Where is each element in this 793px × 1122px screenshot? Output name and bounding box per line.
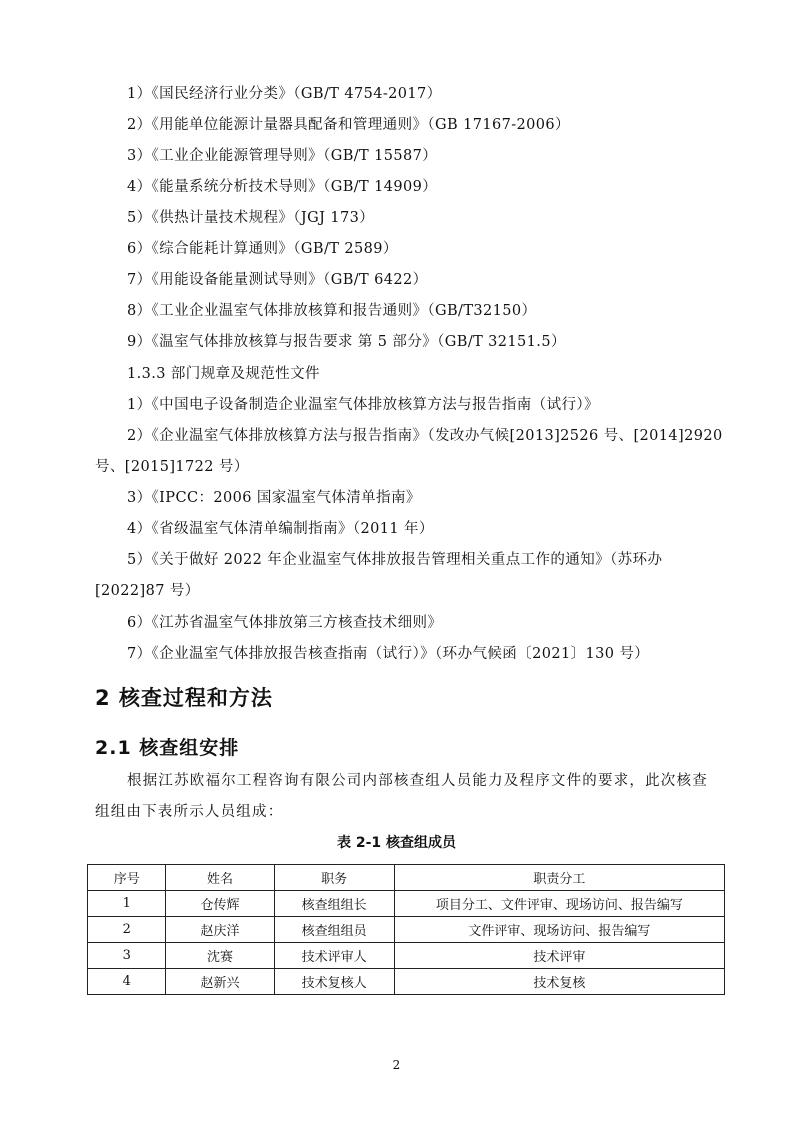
cell-duties: 文件评审、现场访问、报告编写: [394, 917, 724, 943]
regulation-item-2: 2）《企业温室气体排放核算方法与报告指南》（发改办气候[2013]2526 号、[2014]2920: [127, 428, 723, 444]
cell-position: 核查组组员: [274, 917, 394, 943]
cell-duties: 项目分工、文件评审、现场访问、报告编写: [394, 891, 724, 917]
regulation-item-1: 1）《中国电子设备制造企业温室气体排放核算方法与报告指南（试行）》: [127, 397, 599, 413]
intro-paragraph-line-2: 组组由下表所示人员组成：: [95, 804, 284, 820]
reference-item-1: 1）《国民经济行业分类》（GB/T 4754-2017）: [127, 86, 442, 102]
reference-item-2: 2）《用能单位能源计量器具配备和管理通则》（GB 17167-2006）: [127, 117, 570, 133]
column-header-position: 职务: [274, 865, 394, 891]
table-header-row: [88, 865, 725, 891]
cell-duties: 技术评审: [394, 943, 724, 969]
cell-position: 核查组组长: [274, 891, 394, 917]
cell-index: 4: [88, 969, 166, 995]
reference-item-9: 9）《温室气体排放核算与报告要求 第 5 部分》（GB/T 32151.5）: [127, 334, 566, 350]
cell-name: 赵庆洋: [166, 917, 274, 943]
subsection-heading: 1.3.3 部门规章及规范性文件: [127, 366, 320, 382]
cell-position: 技术复核人: [274, 969, 394, 995]
reference-item-8: 8）《工业企业温室气体排放核算和报告通则》（GB/T32150）: [127, 303, 537, 319]
intro-paragraph-line-1: 根据江苏欧福尔工程咨询有限公司内部核查组人员能力及程序文件的要求，此次核查: [127, 773, 708, 789]
regulation-item-4: 4）《省级温室气体清单编制指南》（2011 年）: [127, 521, 434, 537]
cell-duties: 技术复核: [394, 969, 724, 995]
reference-item-4: 4）《能量系统分析技术导则》（GB/T 14909）: [127, 179, 438, 195]
regulation-item-2-continued: 号、[2015]1722 号）: [95, 459, 249, 475]
regulation-item-5-continued: [2022]87 号）: [95, 583, 200, 599]
table-row: [88, 891, 725, 917]
page-number: 2: [392, 1058, 401, 1072]
reference-item-6: 6）《综合能耗计算通则》（GB/T 2589）: [127, 241, 398, 257]
cell-position: 技术评审人: [274, 943, 394, 969]
reference-item-7: 7）《用能设备能量测试导则》（GB/T 6422）: [127, 272, 428, 288]
regulation-item-6: 6）《江苏省温室气体排放第三方核查技术细则》: [127, 615, 443, 631]
team-members-table: [87, 864, 725, 995]
cell-index: 3: [88, 943, 166, 969]
column-header-index: 序号: [88, 865, 166, 891]
regulation-item-7: 7）《企业温室气体排放报告核查指南（试行）》（环办气候函〔2021〕130 号）: [127, 646, 650, 662]
table-caption: 表 2-1 核查组成员: [336, 835, 457, 851]
regulation-item-5: 5）《关于做好 2022 年企业温室气体排放报告管理相关重点工作的通知》（苏环办: [127, 552, 663, 568]
reference-item-3: 3）《工业企业能源管理导则》（GB/T 15587）: [127, 148, 438, 164]
cell-name: 仓传辉: [166, 891, 274, 917]
cell-name: 赵新兴: [166, 969, 274, 995]
section-2-1-heading: 2.1 核查组安排: [95, 737, 240, 759]
cell-index: 2: [88, 917, 166, 943]
table-row: [88, 969, 725, 995]
column-header-duties: 职责分工: [394, 865, 724, 891]
cell-name: 沈赛: [166, 943, 274, 969]
table-row: [88, 917, 725, 943]
cell-index: 1: [88, 891, 166, 917]
column-header-name: 姓名: [166, 865, 274, 891]
regulation-item-3: 3）《IPCC：2006 国家温室气体清单指南》: [127, 490, 421, 506]
section-2-heading: 2 核查过程和方法: [95, 686, 273, 710]
reference-item-5: 5）《供热计量技术规程》（JGJ 173）: [127, 210, 375, 226]
table-row: [88, 943, 725, 969]
